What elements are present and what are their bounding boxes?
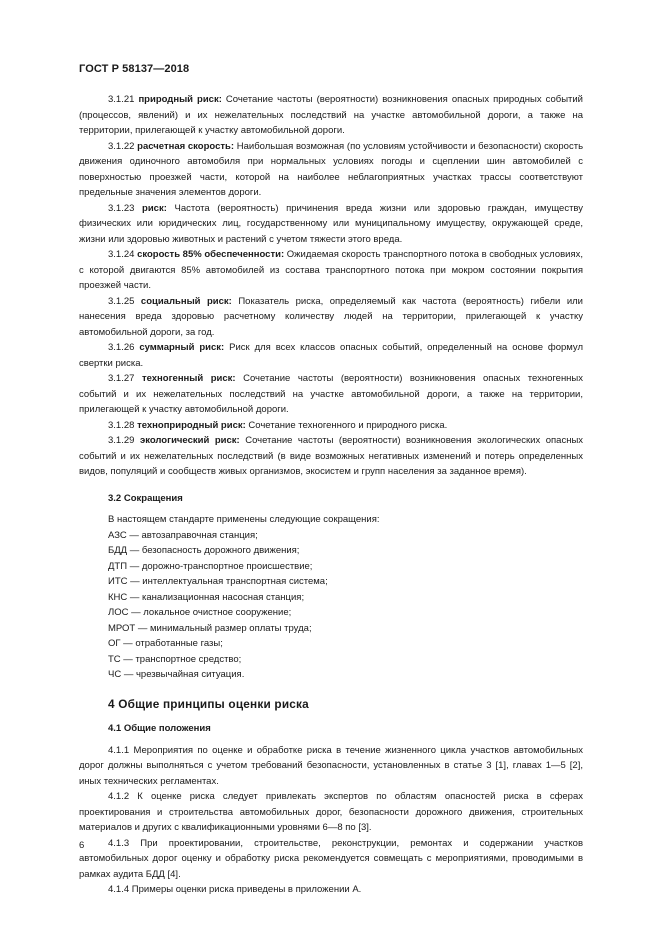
- definition-3-1-27: [79, 371, 583, 418]
- definition-text: Частота (вероятность) причинения вреда жизни или здоровью граждан, имуществу физических или юридических лиц, государственному или муниципальному имуществу, окружающей среде, жизни или здоровью животных и растений с учетом тяжести этого вреда.: [79, 202, 584, 245]
- definition-3-1-22: [79, 139, 583, 201]
- paragraph-number: 4.1.1: [108, 744, 130, 756]
- definition-term: скорость 85% обеспеченности:: [137, 249, 285, 260]
- paragraph-number: 4.1.4: [108, 884, 130, 895]
- definition-number: 3.1.28: [108, 419, 135, 431]
- definition-term: социальный риск:: [140, 295, 232, 307]
- abbreviation-item: КНС — канализационная насосная станция;: [108, 591, 305, 603]
- definition-text: Сочетание техногенного и природного риска.: [248, 419, 448, 431]
- definition-term: экологический риск:: [139, 435, 240, 446]
- paragraph-text: Примеры оценки риска приведены в приложении А.: [131, 884, 362, 895]
- definition-3-1-24: [79, 247, 583, 294]
- definition-term: природный риск:: [138, 94, 222, 105]
- definition-3-1-23: [79, 201, 583, 248]
- abbreviation-item: МРОТ — минимальный размер оплаты труда;: [108, 622, 312, 634]
- paragraph-text: При проектировании, строительстве, реконструкции, ремонтах и содержании участков автомобильных дорог оценку и обработку риска рекомендуется совмещать с мероприятиями, проводимыми в рамках аудита БДД [4].: [79, 837, 583, 880]
- abbreviation-item: ИТС — интеллектуальная транспортная система;: [108, 576, 328, 587]
- paragraph-4-1-1: [79, 743, 583, 790]
- abbreviation-item: БДД — безопасность дорожного движения;: [108, 545, 300, 556]
- paragraph-4-1-3: [79, 836, 583, 883]
- definition-number: 3.1.26: [108, 342, 135, 353]
- abbreviation-item: ДТП — дорожно-транспортное происшествие;: [108, 560, 313, 572]
- definition-number: 3.1.22: [108, 140, 135, 152]
- definition-term: риск:: [142, 202, 167, 214]
- paragraph-number: 4.1.2: [108, 791, 130, 802]
- abbreviation-item: АЗС — автозаправочная станция;: [108, 529, 258, 541]
- paragraph-number: 4.1.3: [108, 837, 130, 849]
- abbreviations-intro: В настоящем стандарте применены следующие сокращения:: [108, 514, 380, 525]
- definition-term: расчетная скорость:: [137, 140, 235, 152]
- definition-3-1-25: [79, 294, 583, 341]
- definition-number: 3.1.27: [108, 373, 135, 384]
- definition-text: Ожидаемая скорость транспортного потока в свободных условиях, с которой двигаются 85% автомобилей из состава транспортного потока при мокром состоянии покрытия проезжей части.: [79, 249, 583, 291]
- definition-number: 3.1.29: [108, 435, 135, 446]
- page-number: 6: [79, 840, 85, 851]
- paragraph-text: Мероприятия по оценке и обработке риска в течение жизненного цикла участков автомобильных дорог должны выполняться с учетом требований безопасности, установленных в статье 3 [1], главах 1—5 [2], иных технических регламентах.: [79, 744, 584, 787]
- definition-text: Показатель риска, определяемый как частота (вероятность) гибели или нанесения вреда здоровью расчетному количеству людей на территории, прилегающей к участку автомобильной дороги, за год.: [79, 295, 583, 338]
- definition-text: Наибольшая возможная (по условиям устойчивости и безопасности) скорость движения одиночного автомобиля при нормальных условиях погоды и сцеплении шин автомобилей с поверхностью проезжей части, которой на наиболее неблагоприятных участках трассы соответствуют предельные значения элементов дороги.: [79, 140, 584, 198]
- definition-3-1-21: [79, 92, 583, 139]
- definition-3-1-26: [79, 340, 583, 371]
- abbreviation-item: ЛОС — локальное очистное сооружение;: [108, 607, 292, 618]
- abbreviations-list: [79, 528, 583, 683]
- paragraph-4-1-2: [79, 789, 583, 836]
- definition-3-1-29: [79, 433, 583, 480]
- section-4-1-heading: 4.1 Общие положения: [108, 723, 211, 734]
- abbreviations-heading: 3.2 Сокращения: [108, 492, 183, 504]
- definition-3-1-28: [79, 418, 583, 434]
- definition-term: техногенный риск:: [141, 373, 236, 384]
- definition-text: Сочетание частоты (вероятности) возникновения опасных техногенных событий и их нежелательных последствий на участке автомобильной дороги, а также на территории, прилегающей к участку автомобильной дороги.: [79, 373, 584, 415]
- paragraph-4-1-4: [79, 882, 583, 898]
- definition-text: Сочетание частоты (вероятности) возникновения опасных природных событий (процессов, явлений) и их нежелательных последствий на участке автомобильной дороги, а также на территории, прилегающей к участку автомобильной дороги.: [79, 94, 583, 136]
- definition-term: суммарный риск:: [139, 342, 225, 353]
- document-header: ГОСТ Р 58137—2018: [79, 63, 190, 75]
- definition-number: 3.1.23: [108, 202, 135, 214]
- definition-term: техноприродный риск:: [137, 419, 246, 431]
- section-4-title: 4 Общие принципы оценки риска: [108, 696, 309, 711]
- definition-number: 3.1.25: [108, 295, 135, 307]
- abbreviation-item: ЧС — чрезвычайная ситуация.: [108, 669, 245, 680]
- definition-text: Риск для всех классов опасных событий, определенный на основе формул свертки риска.: [79, 342, 584, 369]
- definition-number: 3.1.21: [108, 94, 135, 105]
- abbreviation-item: ОГ — отработанные газы;: [108, 638, 223, 649]
- document-body: [79, 92, 583, 898]
- definition-number: 3.1.24: [108, 249, 135, 260]
- definition-text: Сочетание частоты (вероятности) возникновения экологических опасных событий и их нежелательных последствий (в виде возможных негативных изменений и потерь определенных видов, популяций и сообществ живых организмов, экосистем и групп населения за заданное время).: [79, 435, 584, 477]
- paragraph-text: К оценке риска следует привлекать экспертов по областям опасностей риска в сферах проектирования и строительства автомобильных дорог, безопасности дорожного движения, строительных материалов и других с квалификационными уровнями 6—8 по [3].: [79, 791, 583, 833]
- abbreviation-item: ТС — транспортное средство;: [108, 653, 242, 665]
